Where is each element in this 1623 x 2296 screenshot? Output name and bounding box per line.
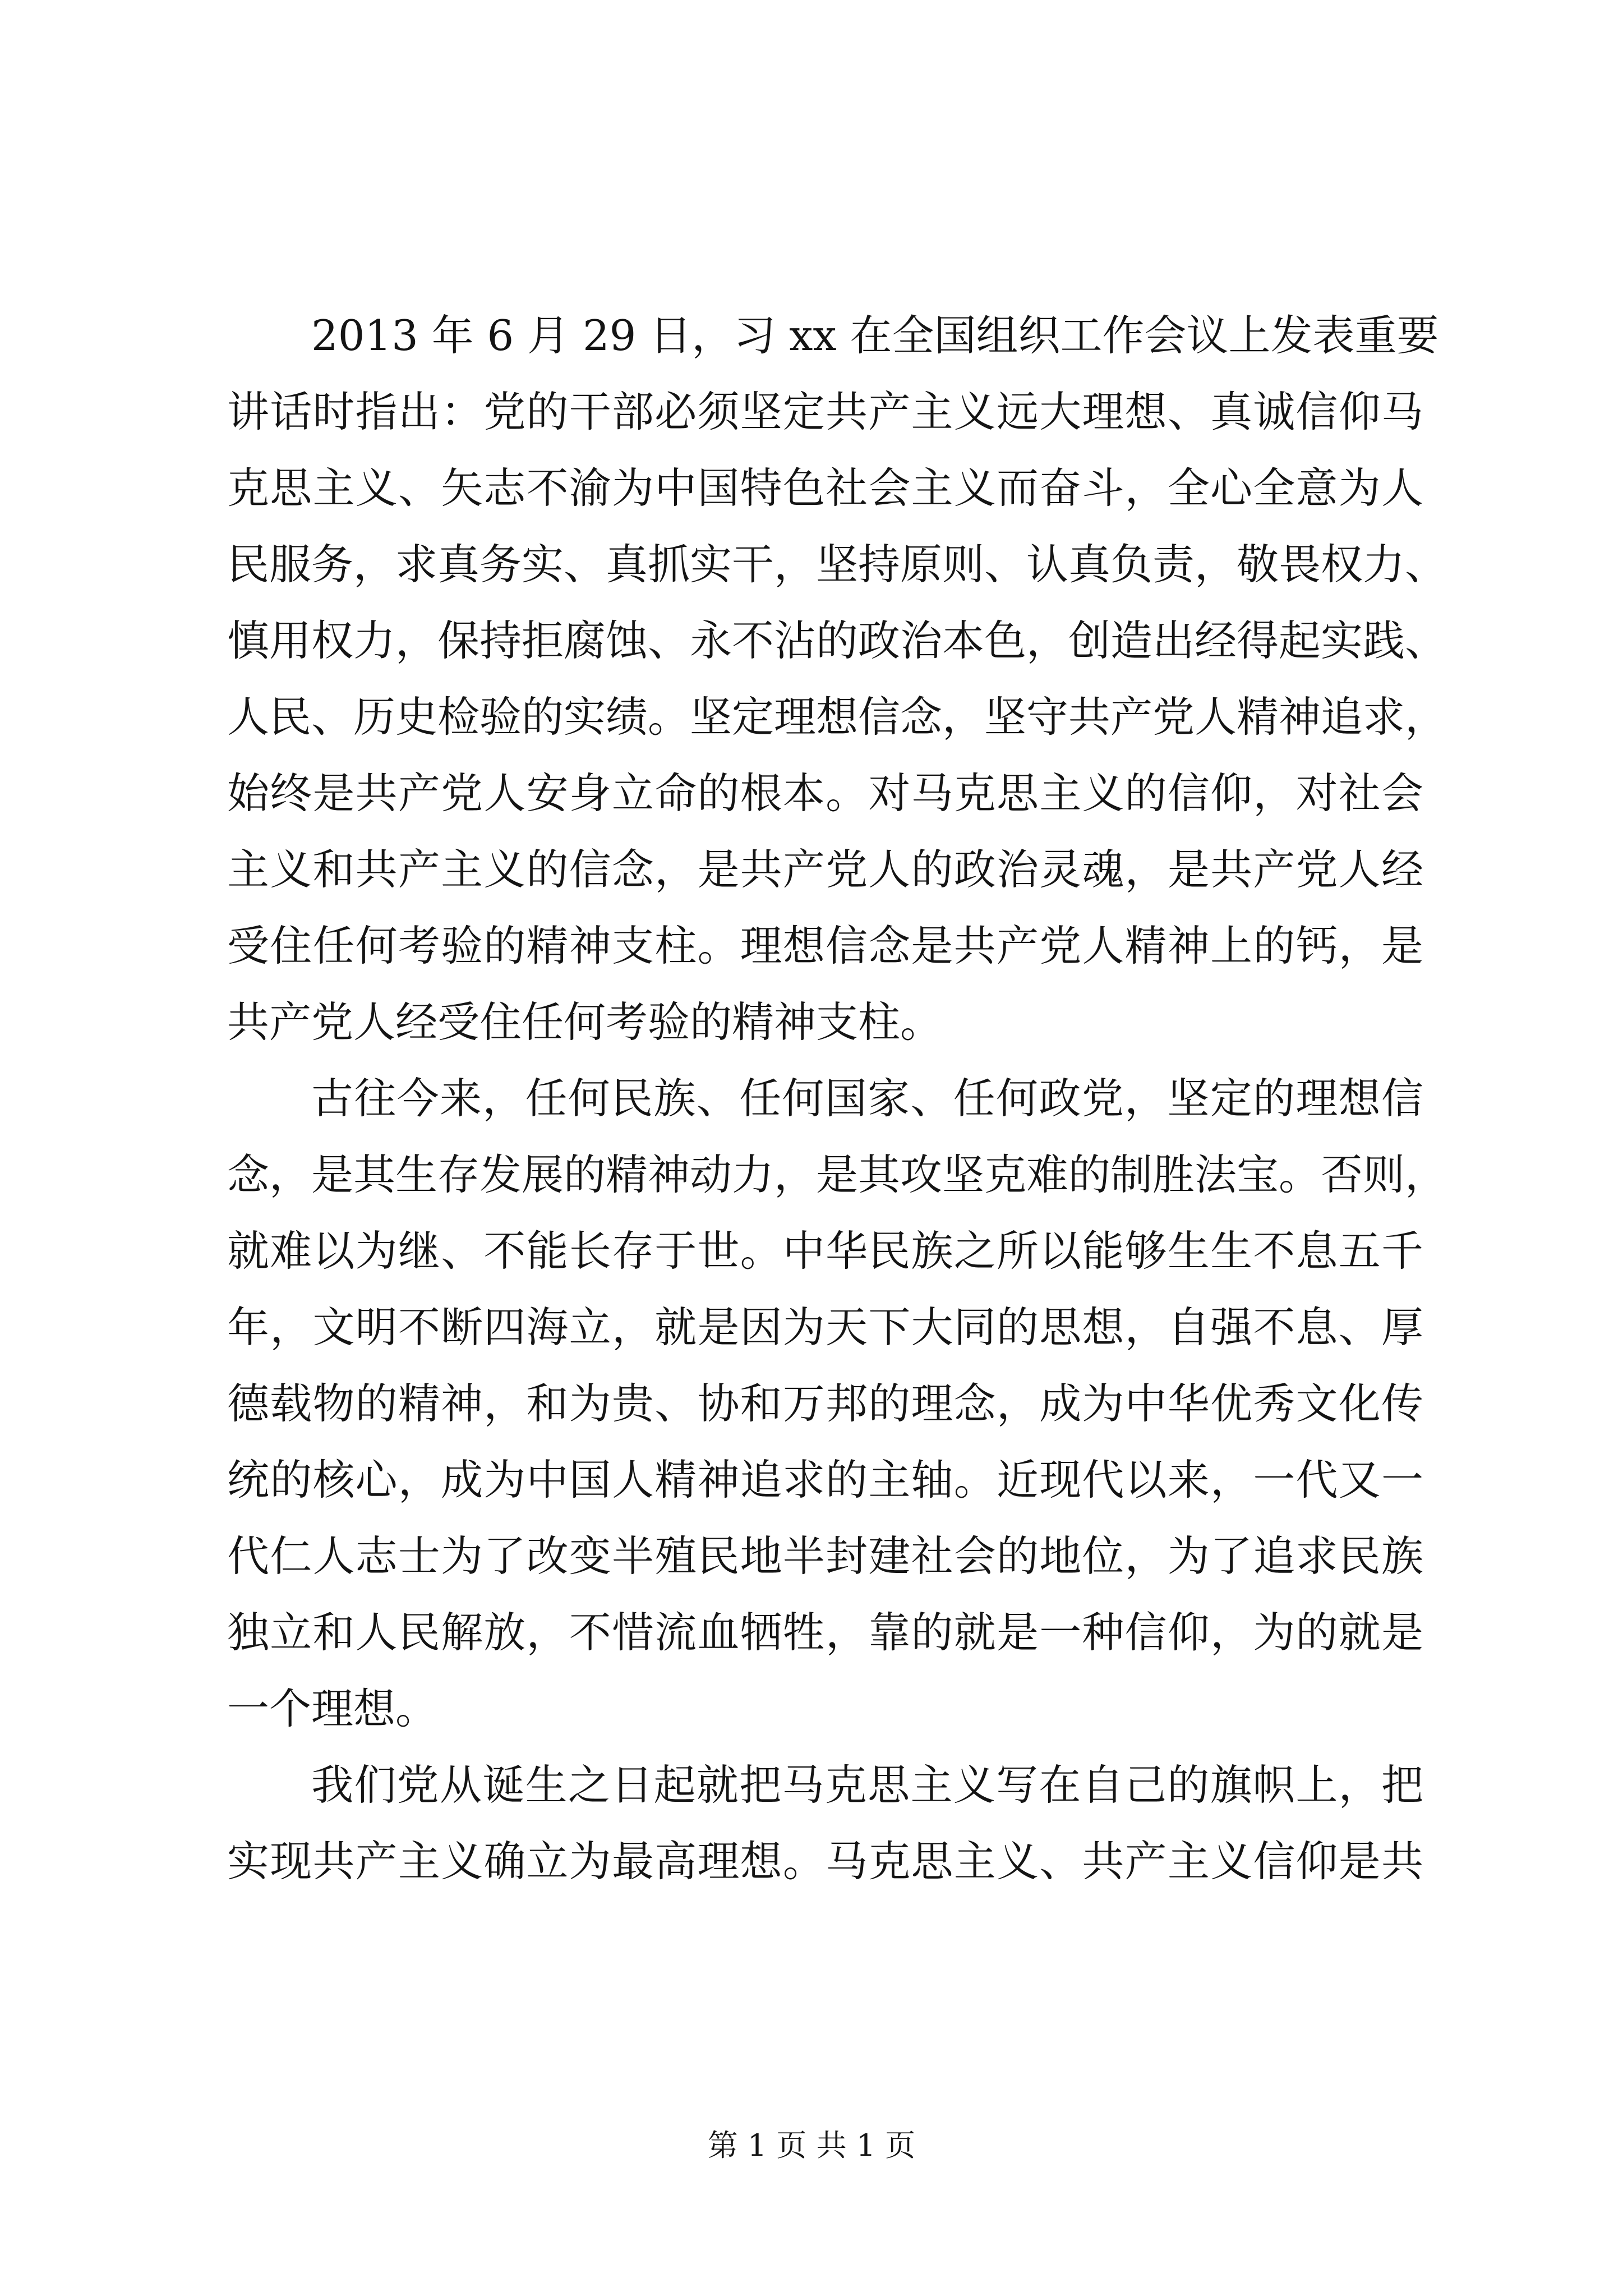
text-line: 克思主义、矢志不渝为中国特色社会主义而奋斗，全心全意为人	[227, 463, 1423, 513]
text-line: 始终是共产党人安身立命的根本。对马克思主义的信仰，对社会	[227, 769, 1423, 818]
text-line: 德载物的精神，和为贵、协和万邦的理念，成为中华优秀文化传	[227, 1379, 1423, 1428]
text-line: 我们党从诞生之日起就把马克思主义写在自己的旗帜上，把	[311, 1760, 1423, 1810]
text-line: 就难以为继、不能长存于世。中华民族之所以能够生生不息五千	[227, 1226, 1423, 1276]
text-line: 受住任何考验的精神支柱。理想信念是共产党人精神上的钙，是	[227, 921, 1423, 970]
paragraph-2	[227, 1060, 1447, 1747]
text-line: 讲话时指出：党的干部必须坚定共产主义远大理想、真诚信仰马	[227, 387, 1423, 436]
text-line: 2013 年 6 月 29 日，习 xx 在全国组织工作会议上发表重要	[311, 311, 1439, 360]
text-line: 人民、历史检验的实绩。坚定理想信念，坚守共产党人精神追求，	[227, 692, 1447, 742]
text-line: 共产党人经受住任何考验的精神支柱。	[227, 997, 943, 1047]
text-line: 民服务，求真务实、真抓实干，坚持原则、认真负责，敬畏权力、	[227, 540, 1447, 589]
paragraph-1	[227, 297, 1447, 1060]
text-line: 主义和共产主义的信念，是共产党人的政治灵魂，是共产党人经	[227, 845, 1423, 894]
text-line: 念，是其生存发展的精神动力，是其攻坚克难的制胜法宝。否则，	[227, 1150, 1447, 1199]
document-body	[227, 297, 1447, 1899]
text-line: 实现共产主义确立为最高理想。马克思主义、共产主义信仰是共	[227, 1837, 1423, 1886]
text-line: 慎用权力，保持拒腐蚀、永不沾的政治本色，创造出经得起实践、	[227, 616, 1447, 665]
paragraph-3	[227, 1747, 1423, 1899]
text-line: 古往今来，任何民族、任何国家、任何政党，坚定的理想信	[311, 1074, 1423, 1123]
page-footer: 第 1 页 共 1 页	[707, 2128, 916, 2163]
text-line: 统的核心，成为中国人精神追求的主轴。近现代以来，一代又一	[227, 1455, 1423, 1504]
text-line: 年，文明不断四海立，就是因为天下大同的思想，自强不息、厚	[227, 1303, 1423, 1352]
text-line: 独立和人民解放，不惜流血牺牲，靠的就是一种信仰，为的就是	[227, 1608, 1423, 1657]
text-line: 一个理想。	[227, 1684, 438, 1733]
text-line: 代仁人志士为了改变半殖民地半封建社会的地位，为了追求民族	[227, 1531, 1423, 1581]
